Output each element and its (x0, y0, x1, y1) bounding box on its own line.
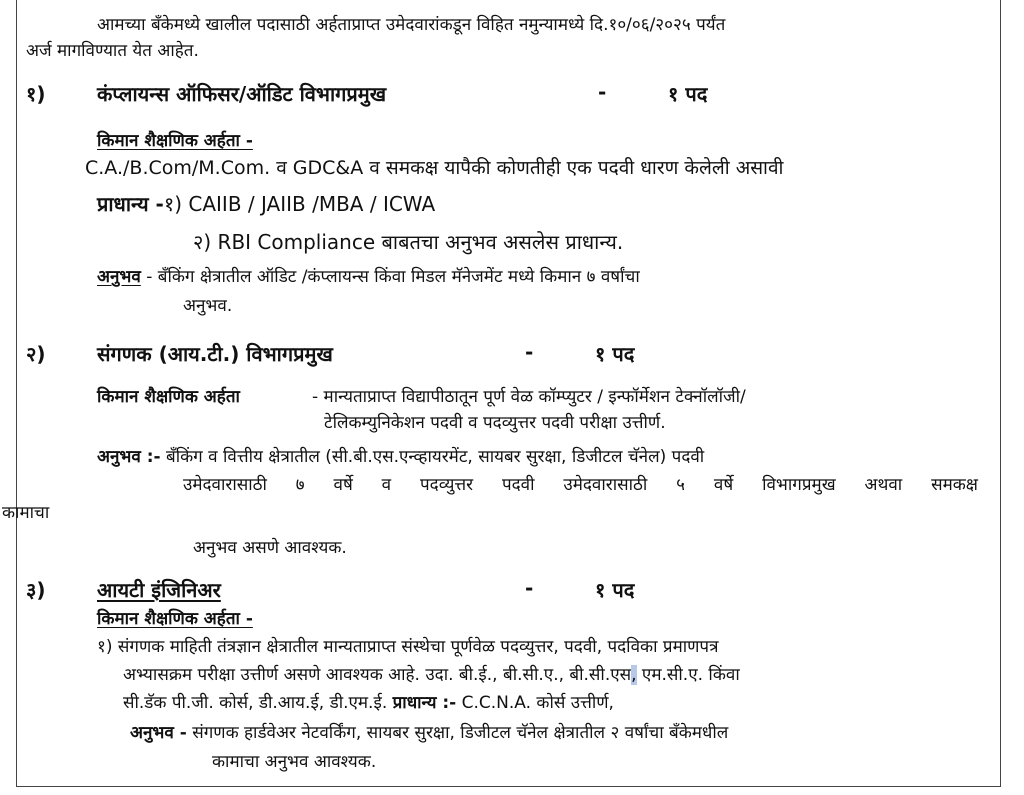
post3-qual-line-3-text: सी.डॅक पी.जी. कोर्स, डी.आय.ई, डी.एम.ई. (123, 693, 393, 713)
post1-exp-label: अनुभव (97, 267, 141, 287)
post1-number: १) (26, 82, 46, 106)
post3-qual-line-2-end: एम.सी.ए. किंवा (636, 665, 740, 685)
post1-qual-label: किमान शैक्षणिक अर्हता - (97, 131, 253, 151)
post2-exp-label: अनुभव :- (97, 447, 161, 467)
post3-title: आयटी इंजिनिअर (97, 578, 221, 602)
post3-exp-label: अनुभव - (130, 723, 187, 743)
intro-line-2: अर्ज मागविण्यात येत आहेत. (26, 41, 199, 61)
post3-qual-label: किमान शैक्षणिक अर्हता - (97, 609, 253, 629)
post1-exp-line-1 (97, 264, 640, 287)
post3-pref-text: C.C.N.A. कोर्स उत्तीर्ण, (456, 693, 614, 713)
post3-pref-label: प्राधान्य :- (392, 693, 457, 713)
post2-exp-line-1 (97, 444, 704, 467)
post1-pref-2: २) RBI Compliance बाबतचा अनुभव असलेस प्राधान्य. (193, 230, 624, 254)
post3-qual-line-1: १) संगणक माहिती तंत्रज्ञान क्षेत्रातील मान्यताप्राप्त संस्थेचा पूर्णवेळ पदव्युत्तर, पदवी, पदविका प्रमाणपत्र (97, 637, 719, 657)
post1-exp-text: - बँकिंग क्षेत्रातील ऑडिट /कंप्लायन्स किंवा मिडल मॅनेजमेंट मध्ये किमान ७ वर्षांचा (140, 267, 640, 287)
post2-exp-text: बँकिंग व वित्तीय क्षेत्रातील (सी.बी.एस.एन्व्हायरमेंट, सायबर सुरक्षा, डिजीटल चॅनेल) पदवी (160, 447, 705, 467)
post2-title: संगणक (आय.टी.) विभागप्रमुख (97, 342, 333, 366)
post2-exp-line-2: उमेदवारासाठी ७ वर्षे व पदव्युत्तर पदवी उमेदवारासाठी ५ वर्षे विभागप्रमुख अथवा समकक्ष (183, 475, 978, 495)
post1-title: कंप्लायन्स ऑफिसर/ऑडिट विभागप्रमुख (97, 82, 387, 106)
post1-count: १ पद (668, 82, 708, 106)
text-selection: , (631, 665, 637, 685)
post3-exp-line-2: कामाचा अनुभव आवश्यक. (212, 752, 377, 772)
post3-qual-line-2 (123, 662, 740, 685)
post3-dash: - (525, 576, 534, 600)
post3-qual-line-2-text: अभ्यासक्रम परीक्षा उत्तीर्ण असणे आवश्यक आहे. उदा. बी.ई., बी.सी.ए., बी.सी.एस (123, 665, 632, 685)
post3-count: १ पद (595, 578, 635, 602)
post2-dash: - (525, 340, 534, 364)
post3-exp-text: संगणक हार्डवेअर नेटवर्किंग, सायबर सुरक्षा, डिजीटल चॅनेल क्षेत्रातील २ वर्षांचा बँकेमधील (186, 723, 729, 743)
post2-number: २) (26, 342, 46, 366)
post2-qual-line-1: - मान्यताप्राप्त विद्यापीठातून पूर्ण वेळ कॉम्प्युटर / इन्फॉर्मेशन टेक्नॉलॉजी/ (312, 387, 746, 407)
post1-pref-label: प्राधान्य - (97, 192, 164, 216)
post2-exp-line-4: अनुभव असणे आवश्यक. (193, 538, 347, 558)
intro-line-1: आमच्या बँकेमध्ये खालील पदासाठी अर्हताप्राप्त उमेदवारांकडून विहित नमुन्यामध्ये दि.१०/०६/२०२५ पर्यंत (97, 15, 726, 35)
post3-number: ३) (26, 578, 46, 602)
post2-exp-line-3: कामाचा (2, 503, 50, 523)
post1-qual-text: C.A./B.Com/M.Com. व GDC&A व समकक्ष यापैकी कोणतीही एक पदवी धारण केलेली असावी (85, 157, 784, 179)
post1-dash: - (598, 80, 607, 104)
post1-exp-line-2: अनुभव. (183, 296, 233, 316)
post2-qual-label: किमान शैक्षणिक अर्हता (97, 387, 240, 407)
post1-pref-1: १) CAIIB / JAIIB /MBA / ICWA (163, 192, 436, 216)
post1-pref-line-1 (97, 190, 435, 217)
post3-exp-line-1 (130, 720, 728, 743)
post3-qual-line-3 (123, 690, 614, 713)
post2-count: १ पद (595, 342, 635, 366)
post2-qual-line-2: टेलिकम्युनिकेशन पदवी व पदव्युत्तर पदवी परीक्षा उत्तीर्ण. (324, 413, 666, 433)
